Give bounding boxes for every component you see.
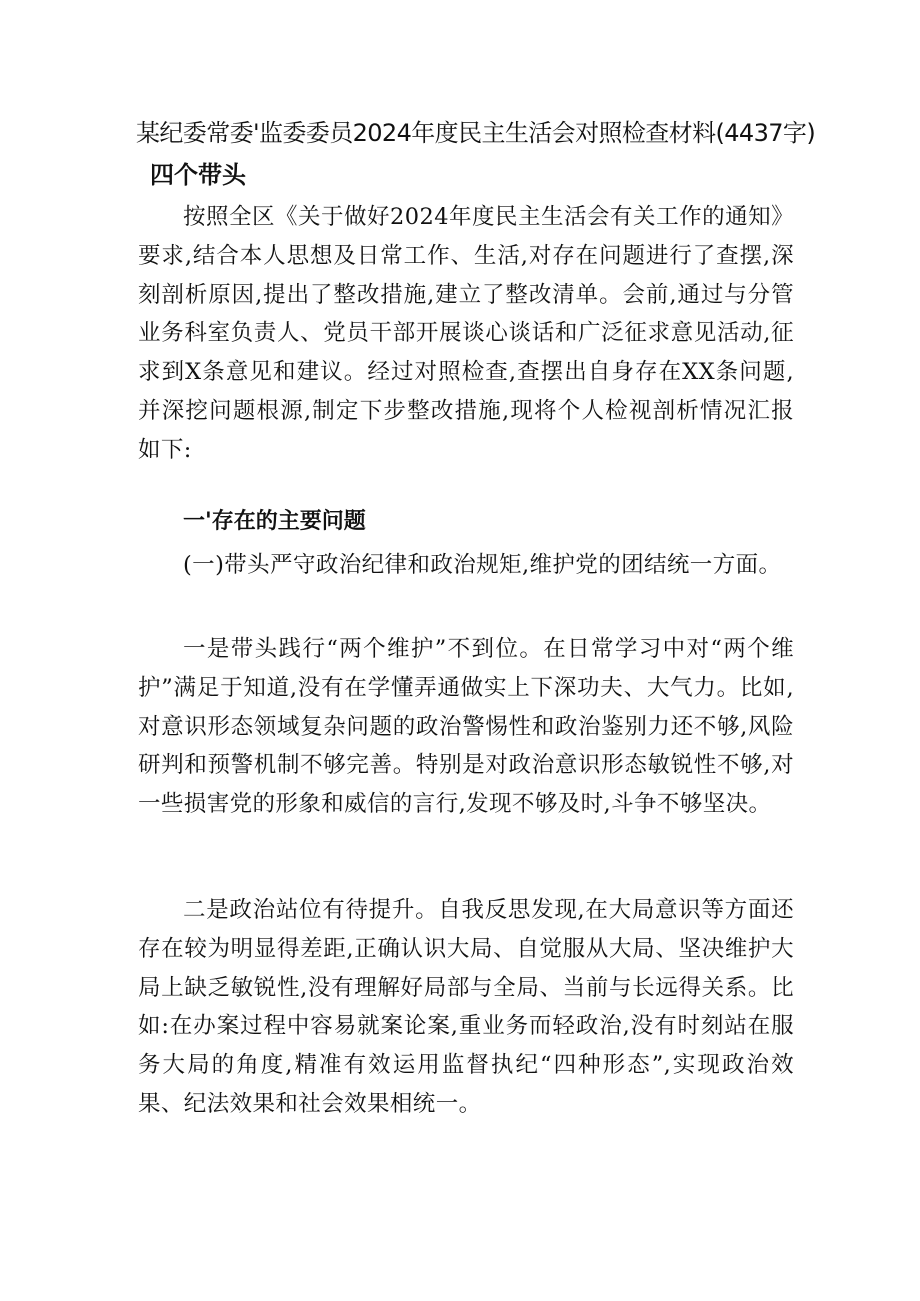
section-heading: 一'存在的主要问题	[183, 509, 366, 534]
intro-paragraph: 按照全区《关于做好2024年度民主生活会有关工作的通知》要求,结合本人思想及日常工作、生活,对存在问题进行了查摆,深刻剖析原因,提出了整改措施,建立了整改清单。会前,通过与分管业务科室负责人、党员干部开展谈心谈话和广泛征求意见活动,征求到X条意见和建议。经过对照检查,查摆出自身存在XX条问题,并深挖问题根源,制定下步整改措施,现将个人检视剖析情况汇报如下:	[138, 204, 794, 463]
document-title: 某纪委常委'监委委员2024年度民主生活会对照检查材料(4437字)	[136, 119, 816, 147]
issue-paragraph-2: 二是政治站位有待提升。自我反思发现,在大局意识等方面还存在较为明显得差距,正确认识大局、自觉服从大局、坚决维护大局上缺乏敏锐性,没有理解好局部与全局、当前与长远得关系。比如:在办案过程中容易就案论案,重业务而轻政治,没有时刻站在服务大局的角度,精准有效运用监督执纪“四种形态”,实现政治效果、纪法效果和社会效果相统一。	[138, 897, 794, 1117]
document-subtitle: 四个带头	[150, 161, 246, 189]
subsection-heading: (一)带头严守政治纪律和政治规矩,维护党的团结统一方面。	[183, 552, 782, 578]
issue-paragraph-1: 一是带头践行“两个维护”不到位。在日常学习中对“两个维护”满足于知道,没有在学懂弄通做实上下深功夫、大气力。比如,对意识形态领域复杂问题的政治警惕性和政治鉴别力还不够,风险研判和预警机制不够完善。特别是对政治意识形态敏锐性不够,对一些损害党的形象和威信的言行,发现不够及时,斗争不够坚决。	[138, 636, 794, 818]
